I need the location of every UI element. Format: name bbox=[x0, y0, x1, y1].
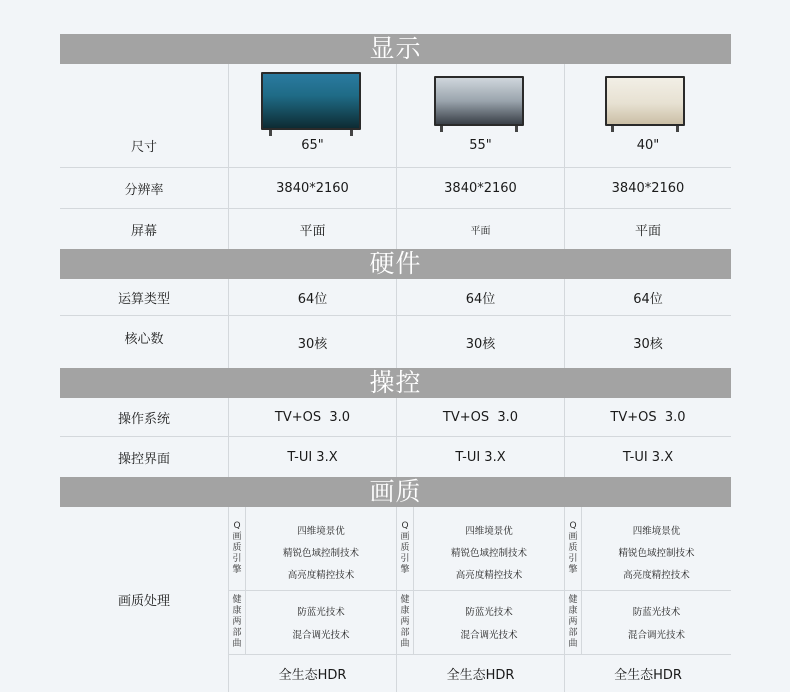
health-label-char: 两 bbox=[568, 617, 578, 627]
engine-block bbox=[565, 507, 731, 591]
tv-stand-icon bbox=[611, 126, 614, 132]
size-value-55: 55" bbox=[469, 138, 492, 153]
health-feature: 混合调光技术 bbox=[627, 630, 685, 641]
health-label-char: 曲 bbox=[232, 639, 242, 649]
hdr-block bbox=[565, 655, 731, 692]
tv-stand-icon bbox=[676, 126, 679, 132]
health-label-char: 部 bbox=[568, 628, 578, 638]
health-label-char: 曲 bbox=[568, 639, 578, 649]
hdr-block bbox=[229, 655, 396, 692]
health-block bbox=[565, 591, 731, 655]
tv-screen-icon bbox=[605, 76, 685, 126]
spec-sheet bbox=[60, 34, 731, 692]
row-os bbox=[60, 398, 731, 437]
health-feature: 混合调光技术 bbox=[460, 630, 518, 641]
size-cell-65 bbox=[228, 64, 396, 167]
engine-block bbox=[229, 507, 396, 591]
row-label-screen bbox=[60, 209, 228, 249]
picture-col-65 bbox=[228, 507, 396, 692]
section-band-display bbox=[60, 34, 731, 64]
row-label-ui bbox=[60, 437, 228, 477]
health-block bbox=[229, 591, 396, 655]
engine-feature: 四维境景优 bbox=[632, 526, 681, 537]
label-arch: 运算类型 bbox=[117, 291, 170, 307]
size-value-40: 40" bbox=[636, 138, 660, 153]
health-vertical-label bbox=[229, 591, 246, 654]
engine-vertical-label bbox=[565, 507, 582, 590]
engine-label-char: 擎 bbox=[232, 565, 242, 575]
tv-65-image bbox=[261, 72, 361, 138]
engine-feature: 高亮度精控技术 bbox=[623, 570, 690, 581]
row-cores bbox=[60, 316, 731, 368]
section-title-display: 显示 bbox=[369, 34, 422, 63]
engine-feature: 精锐色域控制技术 bbox=[618, 548, 695, 559]
row-screen bbox=[60, 209, 731, 249]
row-arch bbox=[60, 279, 731, 316]
tv-55-image bbox=[434, 76, 524, 134]
row-resolution bbox=[60, 168, 731, 209]
health-label-char: 两 bbox=[232, 617, 242, 627]
ui-value: T-UI 3.X bbox=[564, 437, 731, 477]
health-label-char: 康 bbox=[568, 606, 578, 616]
row-label-cores bbox=[60, 316, 228, 368]
engine-block bbox=[397, 507, 564, 591]
label-picture: 画质处理 bbox=[117, 594, 170, 609]
engine-feature: 四维境景优 bbox=[297, 526, 345, 537]
health-vertical-label bbox=[397, 591, 414, 654]
label-ui: 操控界面 bbox=[117, 451, 170, 467]
tv-screen-icon bbox=[261, 72, 361, 130]
engine-label-char: Q bbox=[233, 521, 241, 531]
ui-value: T-UI 3.X bbox=[396, 437, 564, 477]
health-label-char: 健 bbox=[568, 595, 578, 605]
resolution-value: 3840*2160 bbox=[564, 168, 731, 208]
engine-label-char: 画 bbox=[400, 532, 410, 542]
label-resolution: 分辨率 bbox=[124, 182, 164, 198]
health-feature: 防蓝光技术 bbox=[297, 607, 345, 618]
engine-label-char: 擎 bbox=[568, 565, 578, 575]
label-cores: 核心数 bbox=[124, 332, 164, 347]
health-block bbox=[397, 591, 564, 655]
engine-label-char: 画 bbox=[568, 532, 578, 542]
engine-feature: 精锐色域控制技术 bbox=[450, 548, 527, 559]
row-label-resolution bbox=[60, 168, 228, 208]
health-label-char: 健 bbox=[232, 595, 242, 605]
size-value-65: 65" bbox=[301, 138, 324, 153]
engine-label-char: Q bbox=[401, 521, 409, 531]
engine-label-char: 质 bbox=[400, 543, 410, 553]
label-screen: 屏幕 bbox=[130, 223, 157, 239]
tv-stand-icon bbox=[269, 130, 272, 136]
engine-label-char: 质 bbox=[232, 543, 242, 553]
section-title-control: 操控 bbox=[369, 368, 422, 397]
cores-value: 30核 bbox=[228, 316, 396, 368]
health-label-char: 健 bbox=[400, 595, 410, 605]
screen-value: 平面 bbox=[228, 209, 396, 249]
engine-feature: 精锐色域控制技术 bbox=[282, 548, 359, 559]
os-value: TV+OS 3.0 bbox=[564, 398, 731, 436]
health-label-char: 两 bbox=[400, 617, 410, 627]
engine-label-char: Q bbox=[569, 521, 577, 531]
screen-value: 平面 bbox=[396, 209, 564, 249]
tv-stand-icon bbox=[440, 126, 443, 132]
health-label-char: 康 bbox=[400, 606, 410, 616]
row-label-os bbox=[60, 398, 228, 436]
ui-value: T-UI 3.X bbox=[228, 437, 396, 477]
engine-label-char: 质 bbox=[568, 543, 578, 553]
label-os: 操作系统 bbox=[117, 411, 170, 427]
engine-vertical-label bbox=[397, 507, 414, 590]
health-label-char: 部 bbox=[400, 628, 410, 638]
size-cell-40 bbox=[564, 64, 731, 167]
health-vertical-label bbox=[565, 591, 582, 654]
engine-feature: 高亮度精控技术 bbox=[455, 570, 523, 581]
section-title-hardware: 硬件 bbox=[369, 249, 422, 278]
hdr-value: 全生态HDR bbox=[446, 668, 515, 683]
engine-feature: 高亮度精控技术 bbox=[287, 570, 355, 581]
health-feature: 混合调光技术 bbox=[292, 630, 350, 641]
row-label-arch bbox=[60, 279, 228, 315]
os-value: TV+OS 3.0 bbox=[228, 398, 396, 436]
hdr-value: 全生态HDR bbox=[614, 668, 682, 683]
arch-value: 64位 bbox=[228, 279, 396, 315]
resolution-value: 3840*2160 bbox=[396, 168, 564, 208]
health-label-char: 曲 bbox=[400, 639, 410, 649]
engine-vertical-label bbox=[229, 507, 246, 590]
row-label-size bbox=[60, 64, 228, 167]
health-label-char: 部 bbox=[232, 628, 242, 638]
picture-col-55 bbox=[396, 507, 564, 692]
row-size bbox=[60, 64, 731, 168]
row-label-picture bbox=[60, 507, 228, 692]
screen-value: 平面 bbox=[564, 209, 731, 249]
engine-label-char: 擎 bbox=[400, 565, 410, 575]
hdr-value: 全生态HDR bbox=[278, 668, 347, 683]
engine-label-char: 引 bbox=[400, 554, 410, 564]
resolution-value: 3840*2160 bbox=[228, 168, 396, 208]
cores-value: 30核 bbox=[564, 316, 731, 368]
health-label-char: 康 bbox=[232, 606, 242, 616]
arch-value: 64位 bbox=[396, 279, 564, 315]
arch-value: 64位 bbox=[564, 279, 731, 315]
engine-label-char: 引 bbox=[568, 554, 578, 564]
size-cell-55 bbox=[396, 64, 564, 167]
engine-feature: 四维境景优 bbox=[465, 526, 513, 537]
section-band-hardware bbox=[60, 249, 731, 279]
engine-label-char: 引 bbox=[232, 554, 242, 564]
row-ui bbox=[60, 437, 731, 477]
cores-value: 30核 bbox=[396, 316, 564, 368]
section-band-picture bbox=[60, 477, 731, 507]
engine-label-char: 画 bbox=[232, 532, 242, 542]
picture-col-40 bbox=[564, 507, 731, 692]
health-feature: 防蓝光技术 bbox=[465, 607, 513, 618]
section-band-control bbox=[60, 368, 731, 398]
tv-screen-icon bbox=[434, 76, 524, 126]
hdr-block bbox=[397, 655, 564, 692]
label-size: 尺寸 bbox=[130, 140, 157, 155]
tv-stand-icon bbox=[350, 130, 353, 136]
tv-40-image bbox=[605, 76, 685, 134]
row-picture bbox=[60, 507, 731, 692]
health-feature: 防蓝光技术 bbox=[632, 607, 681, 618]
section-title-picture: 画质 bbox=[369, 477, 422, 506]
tv-stand-icon bbox=[515, 126, 518, 132]
os-value: TV+OS 3.0 bbox=[396, 398, 564, 436]
